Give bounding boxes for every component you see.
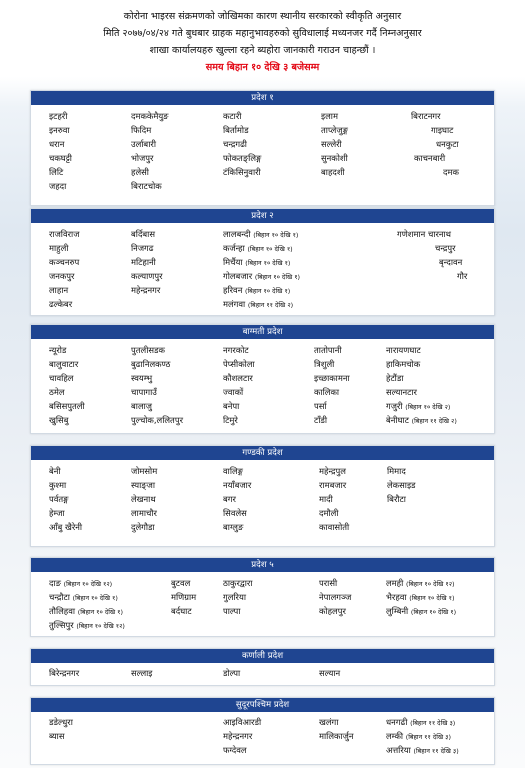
branch: पेप्सीकोला (223, 359, 255, 369)
branch: पर्सा (314, 401, 327, 411)
branch: लालबन्दी (बिहान १० देखि १) (223, 229, 299, 239)
branch: गाइघाट (431, 125, 454, 135)
branch: चन्द्रौटा (बिहान १० देखि १) (49, 592, 118, 602)
branch: पुतलीसडक (131, 345, 165, 355)
branch: ब्यास (49, 731, 65, 741)
notice-line-3: शाखा कार्यालयहरु खुल्ला रहने ब्यहोरा जानकारी गराउन चाहन्छौं । (149, 45, 376, 56)
branch: मटिहानी (131, 257, 156, 267)
section-pradesh-5 (30, 557, 495, 637)
branch: स्याङ्जा (131, 480, 156, 490)
branch: ठाकुरद्वारा (223, 578, 253, 588)
branch: लम्की (बिहान ११ देखि ३) (386, 731, 451, 741)
branch: लेखनाथ (131, 494, 156, 504)
branch: ज्वाकों (223, 387, 244, 397)
branch: धरान (49, 139, 65, 149)
branch: मादी (319, 494, 333, 504)
branch: सल्लेरी (321, 139, 342, 149)
branch: लाहान (49, 285, 69, 295)
branch: नयाँबजार (223, 480, 252, 490)
section-karnali (30, 648, 495, 686)
branch: डडेल्धुरा (49, 717, 73, 727)
branch: बुटवल (171, 578, 191, 588)
branch: गणेशमान चारनाथ (397, 229, 452, 239)
branch: बाग्लुङ (223, 522, 244, 532)
branch: चावहिल (49, 373, 74, 383)
branch: कञ्चनरुप (49, 257, 80, 267)
branch: खलंगा (319, 717, 339, 727)
branch: बेनीघाट (बिहान ११ देखि २) (386, 415, 457, 425)
branch: नारायणघाट (386, 345, 421, 355)
branch: सल्लाइ (131, 668, 153, 678)
branch: दाङ (बिहान १० देखि १२) (49, 578, 113, 588)
section-pradesh-1 (30, 90, 495, 206)
branch: हेम्जा (49, 508, 65, 518)
branch: आँबु खैरेनी (49, 522, 83, 532)
branch: उर्लाबारी (131, 139, 156, 149)
branch: बर्दिबास (131, 229, 156, 239)
branch: इटहरी (49, 111, 68, 121)
branch: गौर (457, 271, 468, 281)
branch: हलेसी (131, 167, 149, 177)
branch: जोमसोम (131, 466, 158, 476)
branch: हेटौंडा (386, 373, 404, 383)
branch: टंकिसिनुवारी (223, 167, 261, 177)
branch: रामबजार (319, 480, 347, 490)
branch: बालाजु (131, 401, 153, 411)
branch: कर्जन्हा (बिहान १० देखि १) (223, 243, 293, 253)
branch: बुढानिलकण्ठ (131, 359, 171, 369)
branch: त्रिशुली (314, 359, 335, 369)
branch: गोलबजार (बिहान १० देखि १) (223, 271, 301, 281)
branch: बर्दघाट (171, 606, 192, 616)
branch: फग्देवल (223, 745, 247, 755)
section-title: प्रदेश २ (31, 209, 494, 223)
branch: माहुली (49, 243, 69, 253)
branch: टिमुरे (223, 415, 238, 425)
branch: इलाम (321, 111, 338, 121)
notice-text (20, 8, 505, 76)
branch: कोहलपुर (319, 606, 346, 616)
branch: डोल्पा (223, 668, 241, 678)
branch: हाकिमचोक (386, 359, 421, 369)
branch: तुल्सिपुर (बिहान १० देखि १२) (49, 620, 125, 630)
branch: भोजपुर (131, 153, 154, 163)
branch: नगरकोट (223, 345, 249, 355)
branch: बिराटनगर (411, 111, 441, 121)
branch: अत्तरिया (बिहान ११ देखि ३) (386, 745, 459, 755)
branch: वालिङ्ग (223, 466, 243, 476)
section-title: बाग्मती प्रदेश (31, 325, 494, 339)
branch: बसिसपुतली (49, 401, 85, 411)
branch: बाहदशी (321, 167, 345, 177)
branch: चापागाउँ (131, 387, 157, 397)
branch: तौलिहवा (बिहान १० देखि १) (49, 606, 123, 616)
branch: ढल्केबर (49, 299, 73, 309)
branch: ठमेल (49, 387, 65, 397)
branch: धनकुटा (436, 139, 459, 149)
section-gandaki (30, 445, 495, 547)
branch: धनगढी (बिहान ११ देखि ३) (386, 717, 456, 727)
branch: कावासोती (319, 522, 350, 532)
branch: सिवलेस (223, 508, 247, 518)
branch: स्वयम्भु (131, 373, 153, 383)
branch: परासी (319, 578, 338, 588)
branch: मिर्चैया (बिहान १० देखि १) (223, 257, 291, 267)
branch: फिदिम (131, 125, 152, 135)
section-title: कर्णाली प्रदेश (31, 649, 494, 663)
branch: लेकसाइड (387, 480, 416, 490)
branch: कुश्मा (49, 480, 67, 490)
branch: दमक (443, 167, 459, 177)
branch: मालिकार्जुन (319, 731, 354, 741)
branch: लामाचौर (131, 508, 157, 518)
branch: बिरौटा (387, 494, 406, 504)
branch: हरिवन (बिहान १० देखि १) (223, 285, 291, 295)
branch: बगर (223, 494, 236, 504)
branch: बृन्दावन (439, 257, 463, 267)
branch: लमही (बिहान १० देखि १२) (386, 578, 455, 588)
branch: चन्द्रपुर (435, 243, 456, 253)
branch: आइविआरडी (223, 717, 262, 727)
branch: कटारी (223, 111, 242, 121)
branch: सुनकोशी (321, 153, 348, 163)
branch: पर्वतङ्ग (49, 494, 69, 504)
section-pradesh-2 (30, 208, 495, 316)
branch: टाँडी (314, 415, 328, 425)
section-title: सुदूरपश्चिम प्रदेश (31, 698, 494, 712)
branch: निजगढ (131, 243, 154, 253)
branch: ताप्लेजुङ्ग (321, 125, 348, 135)
branch: दमककेमैयुङ (131, 111, 169, 121)
branch: महेन्द्रनगर (131, 285, 161, 295)
branch: जहदा (49, 181, 67, 191)
branch: खुसिबु (49, 415, 69, 425)
branch: पाल्पा (223, 606, 241, 616)
branch: कल्याणपुर (131, 271, 163, 281)
branch: बिर्तामोड (223, 125, 249, 135)
branch: जनकपुर (49, 271, 75, 281)
branch: दुलेगौडा (131, 522, 155, 532)
section-bagmati (30, 324, 495, 434)
branch: चन्द्रगढी (223, 139, 247, 149)
branch: मलंगवा (बिहान ११ देखि २) (223, 299, 294, 309)
notice-line-1: कोरोना भाइरस संक्रमणको जोखिमका कारण स्थानीय सरकारको स्वीकृति अनुसार (123, 11, 402, 22)
branch: बनेपा (223, 401, 240, 411)
section-title: प्रदेश ५ (31, 558, 494, 572)
branch: पुल्चोक,ललितपुर (131, 415, 184, 425)
branch: काचनबारी (414, 153, 446, 163)
branch: मणिग्राम (171, 592, 197, 602)
branch: इनरुवा (49, 125, 70, 135)
branch: भैरहवा (बिहान १० देखि १) (386, 592, 455, 602)
branch: फोकतङ्लिङ्ग (223, 153, 262, 163)
branch: इच्छाकामना (314, 373, 350, 383)
branch: राजविराज (49, 229, 80, 239)
branch: सल्यान (319, 668, 341, 678)
branch: न्यूरोड (49, 345, 67, 355)
branch: कौशलटार (223, 373, 253, 383)
section-sudurpaschim (30, 697, 495, 765)
branch: बेनी (49, 466, 61, 476)
opening-hours: समय बिहान १० देखि ३ बजेसम्म (205, 62, 320, 73)
branch: लुम्बिनी (बिहान १० देखि १) (386, 606, 457, 616)
branch: लिटि (49, 167, 64, 177)
branch: कालिका (314, 387, 340, 397)
branch: महेन्द्रपुल (319, 466, 346, 476)
branch: बालुवाटार (49, 359, 79, 369)
section-title: प्रदेश १ (31, 91, 494, 105)
branch: दमौली (319, 508, 339, 518)
section-title: गण्डकी प्रदेश (31, 446, 494, 460)
branch: बिरेन्द्रनगर (49, 668, 80, 678)
branch: गजुरी (बिहान १० देखि २) (386, 401, 451, 411)
branch: तातोपानी (314, 345, 342, 355)
branch: महेन्द्रनगर (223, 731, 253, 741)
branch: गुलरिया (223, 592, 247, 602)
branch: सल्यानटार (386, 387, 417, 397)
branch: नेपालगञ्ज (319, 592, 352, 602)
branch: चकघट्टी (49, 153, 72, 163)
branch: मिमाद (387, 466, 406, 476)
branch: बिराटचोक (131, 181, 162, 191)
notice-line-2: मिति २०७७/०४/२४ गते बुधबार ग्राहक महानुभावहरुको सुविधालाई मध्यनजर गर्दै निम्नअनुसार (103, 28, 422, 39)
